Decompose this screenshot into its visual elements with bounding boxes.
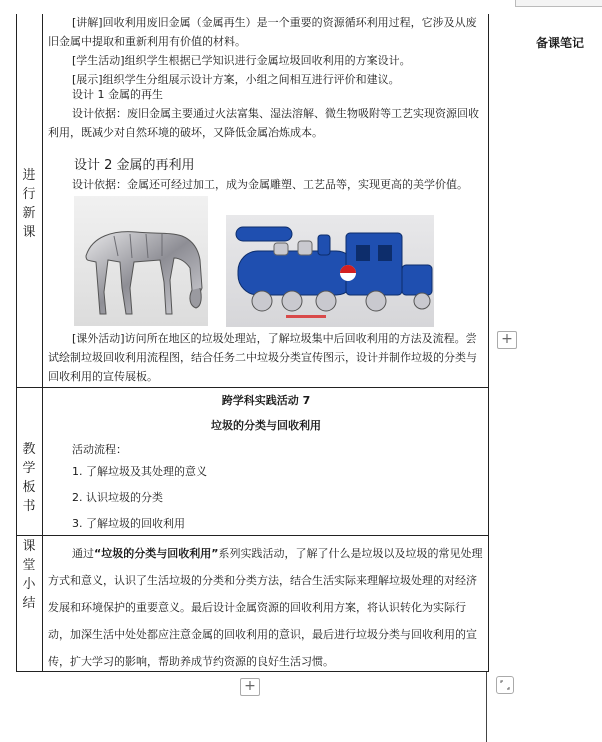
table-left-border — [16, 14, 17, 672]
board-step-1: 1. 了解垃圾及其处理的意义 — [72, 465, 207, 478]
board-step-3: 3. 了解垃圾的回收利用 — [72, 517, 185, 530]
after-class-activity: [课外活动]访问所在地区的垃圾处理站，了解垃圾集中后回收利用的方法及流程。尝试绘制垃圾回收利用流程图，结合任务二中垃圾分类宣传图示，设计并制作垃圾的分类与回收利用的宣传展板。 — [48, 332, 477, 383]
can-train-figure — [226, 215, 434, 327]
add-column-button[interactable] — [497, 331, 517, 349]
design1-title: 设计 1 金属的再生 — [72, 88, 163, 101]
row-divider-2 — [16, 535, 489, 536]
notes-header: 备课笔记 — [535, 36, 584, 50]
lesson-paragraph-student-activity: [学生活动]组织学生根据已学知识进行金属垃圾回收利用的方案设计。 — [72, 54, 411, 67]
horse-figure — [74, 196, 208, 326]
page-margin-line — [486, 672, 487, 742]
board-flow-label: 活动流程： — [72, 443, 127, 456]
table-right-border — [488, 14, 489, 672]
plus-icon: + — [244, 678, 256, 694]
design1-basis: 设计依据：废旧金属主要通过火法富集、湿法溶解、微生物吸附等工艺实现资源回收利用，既减少对自然环境的破坏，又降低金属冶炼成本。 — [48, 107, 479, 139]
design2-basis: 设计依据：金属还可经过加工，成为金属雕塑、工艺品等，实现更高的美学价值。 — [72, 178, 468, 191]
metal-horse-sculpture-image — [74, 196, 208, 326]
can-train-image — [226, 215, 434, 327]
row-divider-1 — [16, 387, 489, 388]
table-resize-handle[interactable] — [496, 676, 514, 694]
side-label-new-lesson: 进 行 新 课 — [22, 168, 36, 240]
board-title: 跨学科实践活动 7 — [221, 394, 311, 407]
board-step-2: 2. 认识垃圾的分类 — [72, 491, 163, 504]
board-subtitle: 垃圾的分类与回收利用 — [211, 419, 321, 432]
resize-icon — [497, 677, 513, 693]
summary-quoted-title: “垃圾的分类与回收利用” — [94, 547, 219, 560]
side-label-board: 教 学 板 书 — [22, 442, 36, 514]
lesson-paragraph-explain: [讲解]回收利用废旧金属（金属再生）是一个重要的资源循环利用过程，它涉及从废旧金属中提取和重新利用有价值的材料。 — [48, 16, 477, 48]
plus-icon: + — [501, 331, 513, 347]
summary-lead: 通过 — [72, 547, 94, 560]
top-partial-tab — [515, 0, 602, 7]
lesson-paragraph-show: [展示]组织学生分组展示设计方案，小组之间相互进行评价和建议。 — [72, 73, 400, 86]
table-col-divider — [42, 14, 43, 672]
summary-rest: 系列实践活动，了解了什么是垃圾以及垃圾的常见处理方式和意义，认识了生活垃圾的分类和分类方法，结合生活实际来理解垃圾处理的对经济发展和环境保护的重要意义。最后设计金属资源的回收利用方案，将认识转化为实际行动，加深生活中处处都应注意金属的回收利用的意识，最后进行垃圾分类与回收利用的宣传，扩大学习的影响，帮助养成节约资源的良好生活习惯。 — [48, 547, 483, 668]
summary-paragraph — [48, 540, 484, 675]
side-label-summary: 课 堂 小 结 — [22, 539, 36, 611]
design2-title: 设计 2 金属的再利用 — [74, 158, 195, 173]
add-row-button[interactable] — [240, 678, 260, 696]
